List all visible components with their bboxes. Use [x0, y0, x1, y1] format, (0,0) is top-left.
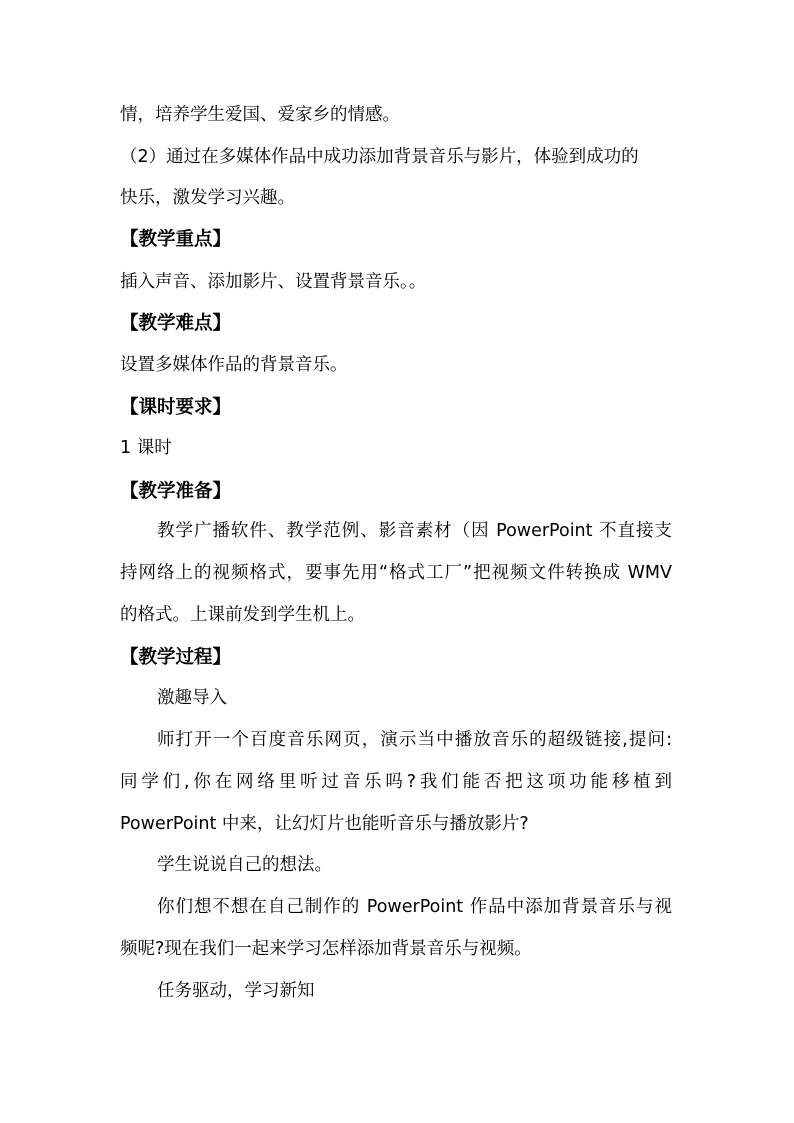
section-heading-key-points: 【教学重点】 — [120, 229, 232, 250]
section-heading-preparation: 【教学准备】 — [120, 481, 232, 502]
section-heading-process: 【教学过程】 — [120, 647, 232, 668]
process-line-4: 学生说说自己的想法。 — [157, 855, 332, 875]
key-points-text: 插入声音、添加影片、设置背景音乐。。 — [120, 272, 427, 292]
process-line-6: 频呢?现在我们一起来学习怎样添加背景音乐与视频。 — [120, 939, 532, 959]
paragraph-line: 快乐，激发学习兴趣。 — [120, 188, 295, 208]
process-line-2: 同学们,你在网络里听过音乐吗?我们能否把这项功能移植到 — [120, 772, 672, 792]
section-heading-class-hours: 【课时要求】 — [120, 397, 232, 418]
process-line-5: 你们想不想在自己制作的 PowerPoint 作品中添加背景音乐与视 — [157, 897, 672, 917]
section-heading-difficulties: 【教学难点】 — [120, 313, 232, 334]
intro-subheading: 激趣导入 — [157, 688, 227, 708]
process-line-3: PowerPoint 中来，让幻灯片也能听音乐与播放影片? — [120, 814, 529, 834]
class-hours-text: 1 课时 — [120, 438, 172, 458]
difficulties-text: 设置多媒体作品的背景音乐。 — [120, 355, 348, 375]
preparation-line-1: 教学广播软件、教学范例、影音素材（因 PowerPoint 不直接支 — [157, 521, 672, 541]
paragraph-line: （2）通过在多媒体作品中成功添加背景音乐与影片，体验到成功的 — [120, 147, 639, 167]
preparation-line-3: 的格式。上课前发到学生机上。 — [120, 605, 365, 625]
paragraph-line: 情，培养学生爱国、爱家乡的情感。 — [120, 105, 400, 125]
task-subheading: 任务驱动，学习新知 — [157, 981, 315, 1001]
preparation-line-2: 持网络上的视频格式，要事先用“格式工厂”把视频文件转换成 WMV — [120, 563, 672, 583]
process-line-1: 师打开一个百度音乐网页，演示当中播放音乐的超级链接,提问: — [157, 730, 672, 750]
